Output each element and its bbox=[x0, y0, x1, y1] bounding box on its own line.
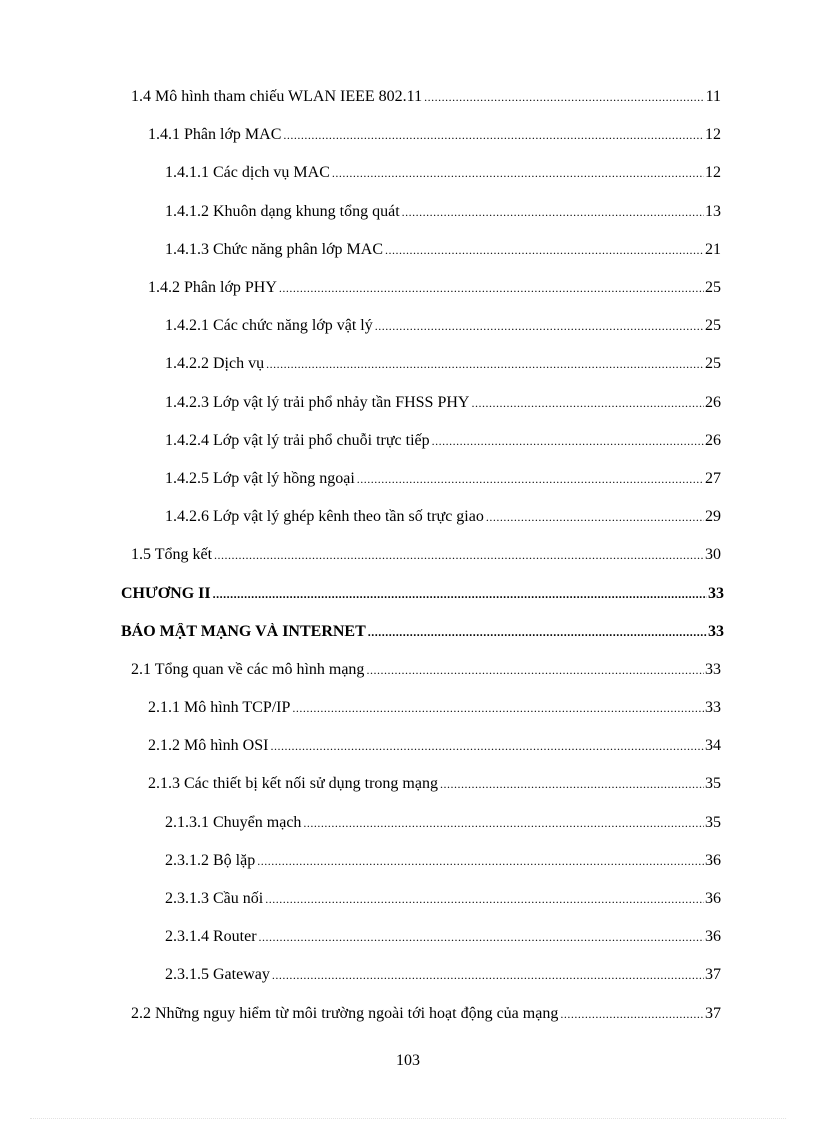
toc-entry[interactable] bbox=[0, 498, 816, 536]
toc-leader-dots bbox=[471, 396, 704, 411]
toc-entry[interactable] bbox=[0, 269, 816, 307]
toc-entry-title: 1.4.2.2 Dịch vụ bbox=[165, 355, 265, 373]
toc-entry[interactable] bbox=[0, 307, 816, 345]
toc-entry-row bbox=[165, 203, 721, 221]
toc-entry-title: 1.4.1.3 Chức năng phân lớp MAC bbox=[165, 240, 384, 258]
toc-entry[interactable] bbox=[0, 116, 816, 154]
toc-entry-title: 2.3.1.2 Bộ lặp bbox=[165, 851, 256, 869]
toc-entry[interactable] bbox=[0, 345, 816, 383]
toc-entry-row bbox=[165, 508, 721, 526]
toc-leader-dots bbox=[259, 930, 704, 945]
toc-entry[interactable] bbox=[0, 193, 816, 231]
toc-leader-dots bbox=[357, 472, 704, 487]
toc-leader-dots bbox=[270, 739, 704, 754]
toc-entry-row bbox=[131, 661, 721, 679]
toc-entry-row bbox=[165, 432, 721, 450]
toc-entry-row bbox=[148, 699, 721, 717]
toc-entry-title: 1.4.1.2 Khuôn dạng khung tổng quát bbox=[165, 202, 400, 220]
toc-leader-dots bbox=[560, 1007, 704, 1022]
bottom-rule bbox=[30, 1118, 786, 1119]
toc-entry[interactable] bbox=[0, 727, 816, 765]
toc-entry-page: 36 bbox=[705, 928, 721, 946]
toc-entry-row bbox=[121, 623, 724, 641]
toc-entry[interactable] bbox=[0, 422, 816, 460]
toc-entry[interactable] bbox=[0, 651, 816, 689]
toc-entry-page: 33 bbox=[705, 660, 721, 678]
toc-entry-page: 30 bbox=[705, 546, 721, 564]
toc-entry[interactable] bbox=[0, 689, 816, 727]
toc-entry-title: 1.4.2.1 Các chức năng lớp vật lý bbox=[165, 317, 373, 335]
toc-entry-row bbox=[148, 775, 721, 793]
toc-leader-dots bbox=[265, 892, 704, 907]
toc-entry-title: 1.4.2 Phân lớp PHY bbox=[148, 279, 277, 297]
toc-entry-page: 29 bbox=[705, 508, 721, 526]
toc-entry-row bbox=[165, 890, 721, 908]
toc-entry-row bbox=[165, 355, 721, 373]
toc-entry[interactable] bbox=[0, 231, 816, 269]
toc-leader-dots bbox=[332, 166, 704, 181]
toc-entry-page: 33 bbox=[708, 584, 724, 602]
toc-entry-row bbox=[165, 928, 721, 946]
toc-entry-page: 36 bbox=[705, 851, 721, 869]
toc-entry-title: 2.1.1 Mô hình TCP/IP bbox=[148, 699, 291, 717]
toc-entry-title: BẢO MẬT MẠNG VÀ INTERNET bbox=[121, 622, 366, 640]
toc-leader-dots bbox=[213, 587, 707, 602]
toc-entry-page: 13 bbox=[705, 202, 721, 220]
toc-entry-page: 33 bbox=[708, 622, 724, 640]
toc-entry-row bbox=[131, 546, 721, 564]
toc-entry-title: 1.5 Tổng kết bbox=[131, 546, 213, 564]
toc-entry-title: 2.1.3.1 Chuyển mạch bbox=[165, 813, 302, 831]
toc-entry-title: 2.3.1.3 Cầu nối bbox=[165, 890, 264, 908]
toc-leader-dots bbox=[283, 128, 704, 143]
toc-leader-dots bbox=[303, 816, 704, 831]
toc-entry[interactable] bbox=[0, 842, 816, 880]
toc-entry[interactable] bbox=[0, 613, 816, 651]
toc-entry-title: 1.4.2.5 Lớp vật lý hồng ngoại bbox=[165, 469, 355, 487]
toc-entry-title: 1.4.2.4 Lớp vật lý trải phổ chuỗi trực tiếp bbox=[165, 431, 430, 449]
toc-leader-dots bbox=[272, 968, 704, 983]
toc-entry-title: 1.4.2.6 Lớp vật lý ghép kênh theo tần số trực giao bbox=[165, 508, 484, 526]
toc-entry-page: 25 bbox=[705, 317, 721, 335]
toc-leader-dots bbox=[440, 777, 704, 792]
toc-entry[interactable] bbox=[0, 536, 816, 574]
toc-entry-page: 35 bbox=[705, 775, 721, 793]
toc-entry-title: 1.4 Mô hình tham chiếu WLAN IEEE 802.11 bbox=[131, 88, 423, 106]
toc-leader-dots bbox=[366, 663, 704, 678]
page-number: 103 bbox=[396, 1052, 420, 1069]
toc-entry[interactable] bbox=[0, 574, 816, 612]
toc-entry-title: 1.4.2.3 Lớp vật lý trải phổ nhảy tần FHSS PHY bbox=[165, 393, 470, 411]
toc-entry-row bbox=[131, 88, 721, 106]
toc-leader-dots bbox=[402, 205, 704, 220]
toc-entry-title: 1.4.1.1 Các dịch vụ MAC bbox=[165, 164, 330, 182]
toc-entry-row bbox=[121, 585, 724, 603]
toc-entry-title: 2.3.1.5 Gateway bbox=[165, 966, 270, 984]
toc-entry-row bbox=[148, 279, 721, 297]
toc-leader-dots bbox=[368, 625, 707, 640]
toc-entry-title: 2.1.3 Các thiết bị kết nối sử dụng trong mạng bbox=[148, 775, 438, 793]
toc-leader-dots bbox=[292, 701, 704, 716]
toc-entry[interactable] bbox=[0, 765, 816, 803]
toc-entry-page: 25 bbox=[705, 279, 721, 297]
toc-entry-row bbox=[165, 470, 721, 488]
toc-entry[interactable] bbox=[0, 460, 816, 498]
toc-entry-page: 12 bbox=[705, 164, 721, 182]
toc-entry-page: 33 bbox=[705, 699, 721, 717]
toc-leader-dots bbox=[214, 548, 704, 563]
toc-entry-title: 2.1 Tổng quan về các mô hình mạng bbox=[131, 660, 365, 678]
toc-entry-page: 26 bbox=[705, 393, 721, 411]
toc-entry-row bbox=[148, 737, 721, 755]
toc-leader-dots bbox=[486, 510, 704, 525]
toc-leader-dots bbox=[385, 243, 704, 258]
toc-entry[interactable] bbox=[0, 918, 816, 956]
toc-entry-page: 36 bbox=[705, 890, 721, 908]
toc-entry[interactable] bbox=[0, 995, 816, 1033]
toc-entry-row bbox=[165, 241, 721, 259]
toc-entry-page: 37 bbox=[705, 1004, 721, 1022]
toc-entry-page: 25 bbox=[705, 355, 721, 373]
toc-entry-page: 11 bbox=[705, 88, 721, 106]
toc-entry-page: 35 bbox=[705, 813, 721, 831]
toc-entry[interactable] bbox=[0, 804, 816, 842]
toc-entry-page: 26 bbox=[705, 431, 721, 449]
toc-entry[interactable] bbox=[0, 154, 816, 192]
toc-entry-row bbox=[165, 394, 721, 412]
toc-entry-page: 37 bbox=[705, 966, 721, 984]
toc-leader-dots bbox=[424, 90, 705, 105]
toc-entry-title: 2.1.2 Mô hình OSI bbox=[148, 737, 269, 755]
toc-entry[interactable] bbox=[0, 78, 816, 116]
toc-entry-page: 21 bbox=[705, 240, 721, 258]
toc-entry-title: 1.4.1 Phân lớp MAC bbox=[148, 126, 282, 144]
toc-leader-dots bbox=[375, 319, 704, 334]
toc-entry-page: 34 bbox=[705, 737, 721, 755]
toc-entry-row bbox=[165, 966, 721, 984]
toc-entry-row bbox=[165, 852, 721, 870]
toc-entry-row bbox=[165, 164, 721, 182]
toc-leader-dots bbox=[279, 281, 704, 296]
toc-entry[interactable] bbox=[0, 384, 816, 422]
toc-entry-row bbox=[148, 126, 721, 144]
toc-entry-row bbox=[165, 814, 721, 832]
toc-entry-title: CHƯƠNG II bbox=[121, 584, 211, 602]
toc-leader-dots bbox=[257, 854, 704, 869]
toc-entry[interactable] bbox=[0, 956, 816, 994]
toc-leader-dots bbox=[432, 434, 704, 449]
toc-entry-row bbox=[131, 1005, 721, 1023]
toc-entry-page: 12 bbox=[705, 126, 721, 144]
toc-leader-dots bbox=[266, 357, 704, 372]
toc-entry-page: 27 bbox=[705, 469, 721, 487]
toc-entry-title: 2.2 Những nguy hiểm từ môi trường ngoài tới hoạt động của mạng bbox=[131, 1004, 559, 1022]
toc-entry[interactable] bbox=[0, 880, 816, 918]
table-of-contents bbox=[0, 78, 816, 1033]
toc-entry-title: 2.3.1.4 Router bbox=[165, 928, 257, 946]
toc-entry-row bbox=[165, 317, 721, 335]
